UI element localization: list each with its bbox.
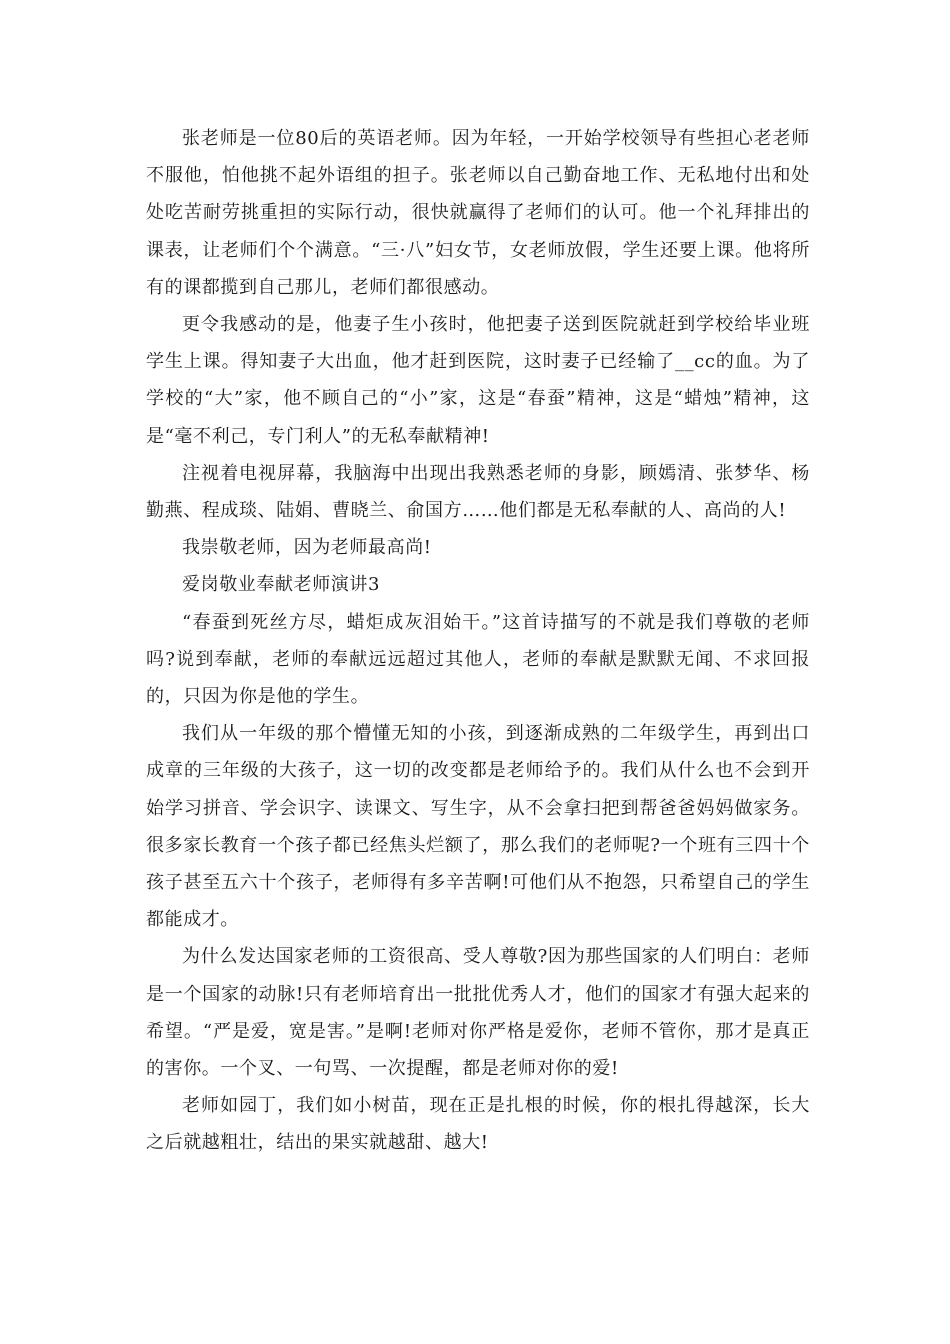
paragraph-tv-screen: 注视着电视屏幕，我脑海中出现出我熟悉老师的身影，顾嫣清、张梦华、杨勤燕、程成琰、陆娟、曹晓兰、俞国方……他们都是无私奉献的人、高尚的人! (146, 462, 810, 522)
section-title: 爱岗敬业奉献老师演讲3 (182, 574, 381, 596)
paragraph-admiration: 我崇敬老师，因为老师最高尚! (182, 537, 432, 559)
document-body (146, 120, 810, 1162)
paragraph-teacher-zhang: 张老师是一位80后的英语老师。因为年轻，一开始学校领导有些担心老老师不服他，怕他挑不起外语组的担子。张老师以自己勤奋地工作、无私地付出和处处吃苦耐劳挑重担的实际行动，很快就赢得了老师们的认可。他一个礼拜排出的课表，让老师们个个满意。“三·八”妇女节，女老师放假，学生还要上课。他将所有的课都揽到自己那儿，老师们都很感动。 (146, 128, 810, 298)
paragraph-growth: 我们从一年级的那个懵懂无知的小孩，到逐渐成熟的二年级学生，再到出口成章的三年级的大孩子，这一切的改变都是老师给予的。我们从什么也不会到开始学习拼音、学会识字、读课文、写生字，从不会拿扫把到帮爸爸妈妈做家务。很多家长教育一个孩子都已经焦头烂额了，那么我们的老师呢?一个班有三四十个孩子甚至五六十个孩子，老师得有多辛苦啊!可他们从不抱怨，只希望自己的学生都能成才。 (146, 723, 810, 931)
paragraph-developed-countries: 为什么发达国家老师的工资很高、受人尊敬?因为那些国家的人们明白：老师是一个国家的动脉!只有老师培育出一批批优秀人才，他们的国家才有强大起来的希望。“严是爱，宽是害。”是啊!老师对你严格是爱你，老师不管你，那才是真正的害你。一个叉、一句骂、一次提醒，都是老师对你的爱! (146, 946, 810, 1080)
paragraph-gardener: 老师如园丁，我们如小树苗，现在正是扎根的时候，你的根扎得越深，长大之后就越粗壮，结出的果实就越甜、越大! (146, 1095, 810, 1154)
paragraph-wife-story: 更令我感动的是，他妻子生小孩时，他把妻子送到医院就赶到学校给毕业班学生上课。得知妻子大出血，他才赶到医院，这时妻子已经输了__cc的血。为了学校的“大”家，他不顾自己的“小”家，这是“春蚕”精神，这是“蜡烛”精神，这是“毫不利己，专门利人”的无私奉献精神! (146, 314, 810, 447)
paragraph-poem: “春蚕到死丝方尽，蜡炬成灰泪始干。”这首诗描写的不就是我们尊敬的老师吗?说到奉献，老师的奉献远远超过其他人，老师的奉献是默默无闻、不求回报的，只因为你是他的学生。 (146, 611, 810, 708)
